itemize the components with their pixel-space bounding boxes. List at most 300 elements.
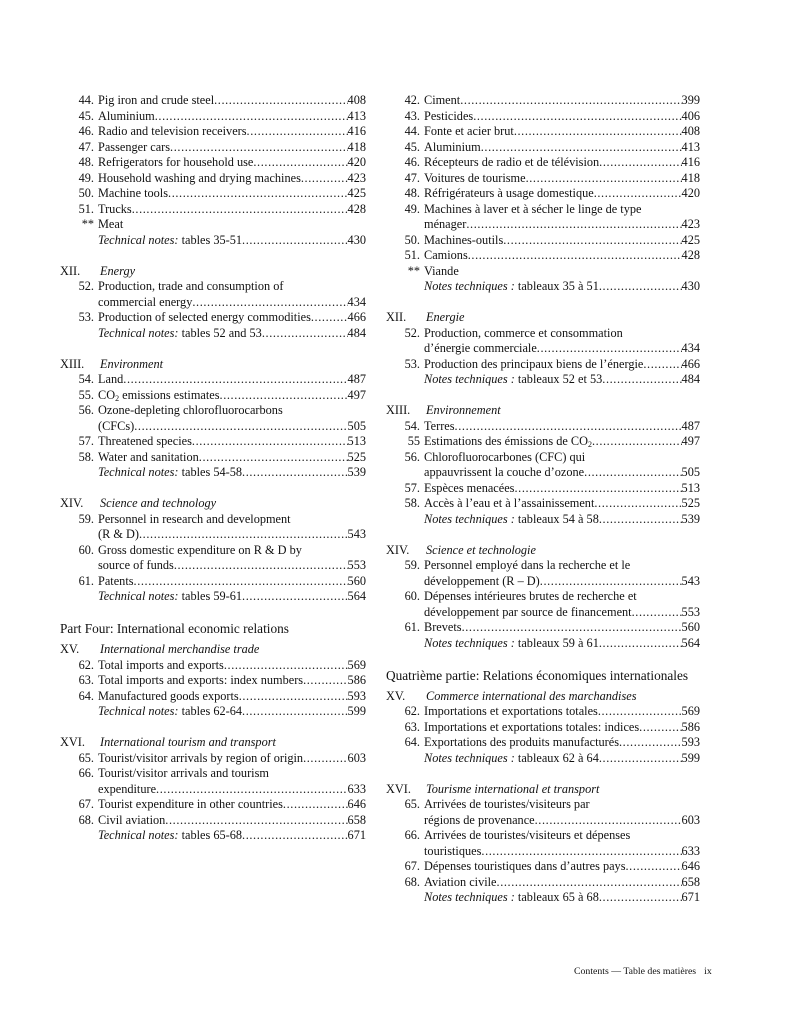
entry-label (98, 403, 283, 419)
dot-leader (594, 186, 682, 202)
entry-label (424, 419, 455, 435)
toc-entry (386, 248, 700, 264)
entry-text: Dépenses intérieures brutes de recherche et (424, 589, 637, 603)
toc-entry (386, 124, 700, 140)
toc-entry (386, 751, 700, 767)
dot-leader (247, 124, 348, 140)
section-heading (386, 782, 700, 798)
page-number: 586 (347, 673, 366, 687)
dot-leader (311, 310, 348, 326)
entry-text: Aluminium (424, 139, 481, 154)
toc-entry (386, 326, 700, 342)
entry-label (98, 574, 134, 590)
toc-entry (386, 704, 700, 720)
toc-entry (386, 574, 700, 590)
dot-leader (526, 171, 682, 187)
entry-number: 61. (78, 573, 94, 588)
entry-text: tables 65-68 (178, 828, 243, 842)
page-number: 513 (347, 434, 366, 448)
page-number: 425 (681, 232, 700, 247)
dot-leader (155, 109, 348, 125)
toc-entry (386, 233, 700, 249)
entry-text: Patents (98, 573, 134, 588)
spacer (60, 481, 366, 497)
dot-leader (123, 372, 347, 388)
toc-entry (60, 217, 366, 233)
entry-number: 42. (404, 93, 420, 107)
entry-label (98, 465, 242, 481)
entry-number: 67. (78, 797, 94, 811)
page-number: 599 (681, 750, 700, 765)
entry-text: Espèces menacées (424, 480, 515, 495)
entry-text: Viande (424, 263, 459, 278)
section-number: XIII. (386, 403, 411, 417)
page-number: 593 (347, 688, 366, 703)
page-number: 646 (347, 797, 366, 811)
entry-label (424, 93, 460, 109)
entry-label (424, 124, 514, 140)
page-number: 633 (347, 781, 366, 796)
entry-label (98, 109, 155, 125)
toc-entry (386, 372, 700, 388)
entry-text: Tourist/visitor arrivals by region of origin (98, 750, 304, 765)
page-number: 543 (681, 573, 700, 588)
toc-column-french (386, 93, 700, 906)
toc-entry (60, 109, 366, 125)
entry-text: Réfrigérateurs à usage domestique (424, 186, 594, 200)
entry-text: Personnel in research and development (98, 511, 291, 526)
toc-entry (386, 844, 700, 860)
page-number: 484 (347, 325, 366, 340)
toc-entry (386, 481, 700, 497)
entry-number: 68. (78, 812, 94, 827)
entry-number: 48. (404, 186, 420, 200)
dot-leader (174, 558, 348, 574)
notes-prefix: Notes techniques : (424, 511, 515, 526)
page-number: 434 (681, 341, 700, 355)
toc-entry (60, 813, 366, 829)
dot-leader (242, 704, 348, 720)
section-title: Commerce international des marchandises (426, 688, 637, 703)
dot-leader (242, 233, 348, 249)
page-number: 560 (347, 573, 366, 588)
section-number: XII. (386, 310, 407, 324)
notes-prefix: Notes techniques : (424, 372, 515, 386)
section-number: XIII. (60, 356, 85, 371)
toc-entry (386, 558, 700, 574)
entry-text: Dépenses touristiques dans d’autres pays (424, 859, 626, 873)
entry-number: 53. (78, 310, 94, 324)
notes-prefix: Notes techniques : (424, 279, 515, 293)
entry-label (98, 202, 132, 218)
entry-text: Manufactured goods exports (98, 688, 239, 703)
entry-text: Total imports and exports: index numbers (98, 673, 304, 687)
toc-entry (386, 434, 700, 450)
entry-label (98, 828, 242, 844)
entry-label (424, 620, 462, 636)
toc-entry (60, 751, 366, 767)
entry-number: 60. (78, 542, 94, 557)
entry-label (424, 828, 630, 844)
entry-label (98, 310, 311, 326)
entry-number: 58. (78, 449, 94, 464)
notes-prefix: Technical notes: (98, 589, 179, 603)
entry-label (98, 233, 242, 249)
entry-label (424, 875, 497, 891)
page-number: 484 (681, 372, 700, 386)
notes-prefix: Technical notes: (98, 465, 179, 479)
toc-entry (386, 735, 700, 751)
toc-entry (60, 673, 366, 689)
entry-label (98, 558, 174, 574)
entry-text: Tourist/visitor arrivals and tourism (98, 766, 269, 780)
dot-leader (473, 109, 681, 125)
entry-text: Ciment (424, 93, 461, 107)
entry-text: tableaux 35 à 51 (514, 279, 599, 293)
entry-label (98, 813, 165, 829)
entry-label (98, 434, 192, 450)
toc-entry (60, 140, 366, 156)
page-number: 466 (347, 310, 366, 324)
toc-entry (386, 589, 700, 605)
entry-number: 56. (404, 449, 420, 464)
entry-text: touristiques (424, 843, 482, 858)
page-number: 603 (347, 750, 366, 765)
toc-entry (60, 372, 366, 388)
page-number: 525 (681, 496, 700, 510)
entry-label (424, 813, 535, 829)
entry-text: Radio and television receivers (98, 124, 247, 138)
entry-text: d’énergie commerciale (424, 341, 537, 355)
entry-label (424, 481, 514, 497)
entry-label (98, 186, 168, 202)
dot-leader (626, 859, 682, 875)
entry-number: 47. (78, 139, 94, 154)
entry-label (424, 465, 584, 481)
toc-entry (60, 465, 366, 481)
entry-number: 53. (404, 356, 420, 371)
dot-leader (134, 419, 347, 435)
page-number: 513 (681, 480, 700, 495)
section-heading (386, 543, 700, 559)
toc-entry (386, 813, 700, 829)
dot-leader (170, 140, 348, 156)
toc-entry (60, 797, 366, 813)
toc-entry (386, 797, 700, 813)
part-heading: Part Four: International economic relations (60, 621, 289, 636)
toc-entry (386, 171, 700, 187)
entry-label (98, 450, 199, 466)
dot-leader (599, 636, 682, 652)
entry-text: Machines à laver et à sécher le linge de type (424, 201, 642, 216)
entry-label (424, 202, 641, 218)
toc-entry (386, 450, 700, 466)
entry-number: 64. (78, 688, 94, 703)
notes-prefix: Technical notes: (98, 828, 179, 842)
section-number: XIV. (386, 542, 410, 557)
entry-label (424, 859, 626, 875)
entry-label (98, 704, 242, 720)
subscript: 2 (587, 440, 592, 449)
dot-leader (168, 186, 348, 202)
section-number: XV. (386, 688, 406, 703)
entry-text: tables 59-61 (178, 589, 243, 603)
toc-entry (60, 171, 366, 187)
entry-number: 50. (78, 186, 94, 200)
toc-entry (60, 124, 366, 140)
entry-number: 63. (78, 673, 94, 687)
toc-entry (60, 689, 366, 705)
entry-label (98, 217, 123, 233)
dot-leader (156, 782, 348, 798)
entry-label (424, 434, 592, 450)
entry-number: 58. (404, 496, 420, 510)
entry-text: Machine tools (98, 186, 169, 200)
notes-prefix: Notes techniques : (424, 890, 515, 904)
toc-entry (60, 93, 366, 109)
toc-column-english (60, 93, 366, 844)
spacer (60, 720, 366, 736)
section-title: Tourisme international et transport (426, 781, 600, 796)
entry-label (98, 751, 303, 767)
entry-label (424, 341, 537, 357)
toc-entry (386, 186, 700, 202)
dot-leader (599, 512, 682, 528)
dot-leader (303, 673, 347, 689)
entry-label (98, 155, 253, 171)
entry-number: 62. (404, 704, 420, 718)
entry-text: Personnel employé dans la recherche et le (424, 558, 631, 572)
toc-entry (60, 766, 366, 782)
dot-leader (455, 419, 682, 435)
dot-leader (643, 357, 681, 373)
toc-entry (60, 388, 366, 404)
section-heading (60, 642, 366, 658)
entry-label (424, 248, 468, 264)
entry-number: 47. (404, 170, 420, 185)
spacer (386, 388, 700, 404)
entry-number: 68. (404, 874, 420, 889)
page-number: 564 (681, 635, 700, 650)
page-number: 646 (681, 859, 700, 873)
entry-text: Ozone-depleting chlorofluorocarbons (98, 403, 283, 417)
toc-entry (386, 357, 700, 373)
page-number: 423 (681, 217, 700, 231)
entry-label (424, 704, 598, 720)
toc-entry (386, 202, 700, 218)
entry-number: 56. (78, 403, 94, 417)
entry-text: tables 54-58 (178, 465, 243, 479)
dot-leader (242, 589, 348, 605)
entry-label (424, 372, 602, 388)
entry-label (424, 605, 632, 621)
entry-number: 54. (404, 418, 420, 433)
entry-number: 64. (404, 735, 420, 749)
page-number: 497 (681, 434, 700, 448)
section-heading (386, 403, 700, 419)
page-number: 434 (347, 294, 366, 309)
entry-text: Aviation civile (424, 874, 497, 889)
section-title: Energy (100, 263, 136, 278)
dot-leader (301, 171, 348, 187)
entry-label (98, 295, 192, 311)
toc-entry (60, 403, 366, 419)
subscript: 2 (115, 393, 120, 403)
entry-text-cont: emissions estimates (119, 387, 220, 402)
entry-label (98, 673, 303, 689)
entry-text: Tourist expenditure in other countries (98, 797, 283, 811)
entry-number: ** (407, 263, 420, 278)
entry-number: 57. (78, 434, 94, 448)
dot-leader (220, 388, 348, 404)
page-footer (574, 966, 712, 977)
entry-text: tables 35-51 (178, 232, 243, 247)
entry-label (98, 124, 247, 140)
dot-leader (132, 202, 348, 218)
page-number: 416 (347, 124, 366, 138)
section-title: Energie (426, 310, 465, 324)
entry-number: 43. (404, 108, 420, 123)
toc-entry (386, 93, 700, 109)
toc-entry (386, 496, 700, 512)
entry-label (98, 140, 170, 156)
toc-entry (60, 233, 366, 249)
entry-label (98, 766, 269, 782)
entry-label (98, 689, 239, 705)
spacer (60, 248, 366, 264)
entry-text: Estimations des émissions de CO (424, 434, 588, 448)
dot-leader (602, 372, 681, 388)
page-number: 599 (347, 704, 366, 718)
entry-number: 46. (404, 155, 420, 169)
entry-text: Production, commerce et consommation (424, 325, 623, 340)
entry-text: Production des principaux biens de l’énergie (424, 356, 644, 371)
entry-number: 62. (78, 657, 94, 672)
toc-entry (386, 859, 700, 875)
toc-entry (60, 543, 366, 559)
section-title: International merchandise trade (100, 642, 260, 656)
page-number: 418 (681, 170, 700, 185)
entry-text: Production of selected energy commodities (98, 310, 311, 324)
page-number: 420 (347, 155, 366, 169)
entry-text: Arrivées de touristes/visiteurs par (424, 797, 590, 811)
entry-number: 51. (404, 248, 420, 262)
entry-label (424, 512, 599, 528)
section-number: XVI. (60, 735, 85, 749)
toc-entry (386, 636, 700, 652)
section-heading (60, 735, 366, 751)
entry-number: 61. (404, 620, 420, 634)
dot-leader (192, 295, 347, 311)
entry-number: 65. (404, 797, 420, 811)
dot-leader (619, 735, 682, 751)
entry-text: Land (98, 372, 124, 386)
entry-text: tables 52 and 53 (178, 325, 262, 340)
page-number: 603 (681, 812, 700, 827)
entry-label (98, 93, 214, 109)
dot-leader (242, 465, 348, 481)
spacer (60, 605, 366, 621)
entry-number: 54. (78, 372, 94, 386)
toc-entry (60, 434, 366, 450)
entry-text: Importations et exportations totales (424, 704, 598, 718)
dot-leader (594, 496, 681, 512)
entry-label (424, 844, 481, 860)
entry-text: tableaux 54 à 58 (514, 511, 599, 526)
entry-label (98, 658, 224, 674)
toc-entry (386, 875, 700, 891)
entry-label (424, 109, 473, 125)
dot-leader (468, 248, 682, 264)
page-number: 466 (681, 356, 700, 371)
dot-leader (503, 233, 681, 249)
entry-text: Exportations des produits manufacturés (424, 735, 619, 749)
entry-number: 52. (404, 325, 420, 340)
entry-text: Aluminium (98, 108, 155, 123)
entry-number: 44. (404, 124, 420, 138)
entry-label (98, 171, 301, 187)
entry-number: 44. (78, 93, 94, 107)
toc-entry (60, 295, 366, 311)
toc-entry (386, 109, 700, 125)
entry-label (424, 589, 637, 605)
entry-label (98, 388, 220, 404)
notes-prefix: Technical notes: (98, 325, 179, 340)
page-number: 497 (347, 387, 366, 402)
entry-label (424, 264, 459, 280)
dot-leader (242, 828, 348, 844)
entry-number: 57. (404, 480, 420, 495)
toc-entry (60, 186, 366, 202)
dot-leader (303, 751, 347, 767)
toc-entry (386, 341, 700, 357)
entry-text: Water and sanitation (98, 449, 199, 464)
dot-leader (481, 140, 682, 156)
toc-entry (386, 720, 700, 736)
entry-label (424, 450, 585, 466)
dot-leader (460, 93, 681, 109)
page-number: 658 (681, 874, 700, 889)
page-number: 399 (681, 93, 700, 107)
toc-entry (60, 326, 366, 342)
toc-entry (60, 558, 366, 574)
dot-leader (639, 720, 681, 736)
dot-leader (537, 341, 682, 357)
entry-number: 50. (404, 232, 420, 247)
page-number: 553 (681, 604, 700, 619)
entry-text: tableaux 52 et 53 (514, 372, 603, 386)
entry-text: Terres (424, 418, 455, 433)
entry-text: ménager (424, 217, 467, 231)
page-number: 408 (347, 93, 366, 107)
entry-text: Passenger cars (98, 139, 171, 154)
entry-label (424, 140, 481, 156)
entry-number: 66. (78, 766, 94, 780)
entry-label (424, 558, 630, 574)
toc-entry (60, 574, 366, 590)
entry-text: Meat (98, 217, 124, 231)
toc-entry (60, 202, 366, 218)
entry-label (424, 496, 594, 512)
toc-entry (60, 419, 366, 435)
toc-entry (386, 605, 700, 621)
spacer (386, 651, 700, 667)
page-number: 569 (347, 657, 366, 672)
dot-leader (514, 124, 682, 140)
entry-text: Brevets (424, 620, 462, 634)
entry-label (424, 279, 599, 295)
toc-entry (60, 155, 366, 171)
